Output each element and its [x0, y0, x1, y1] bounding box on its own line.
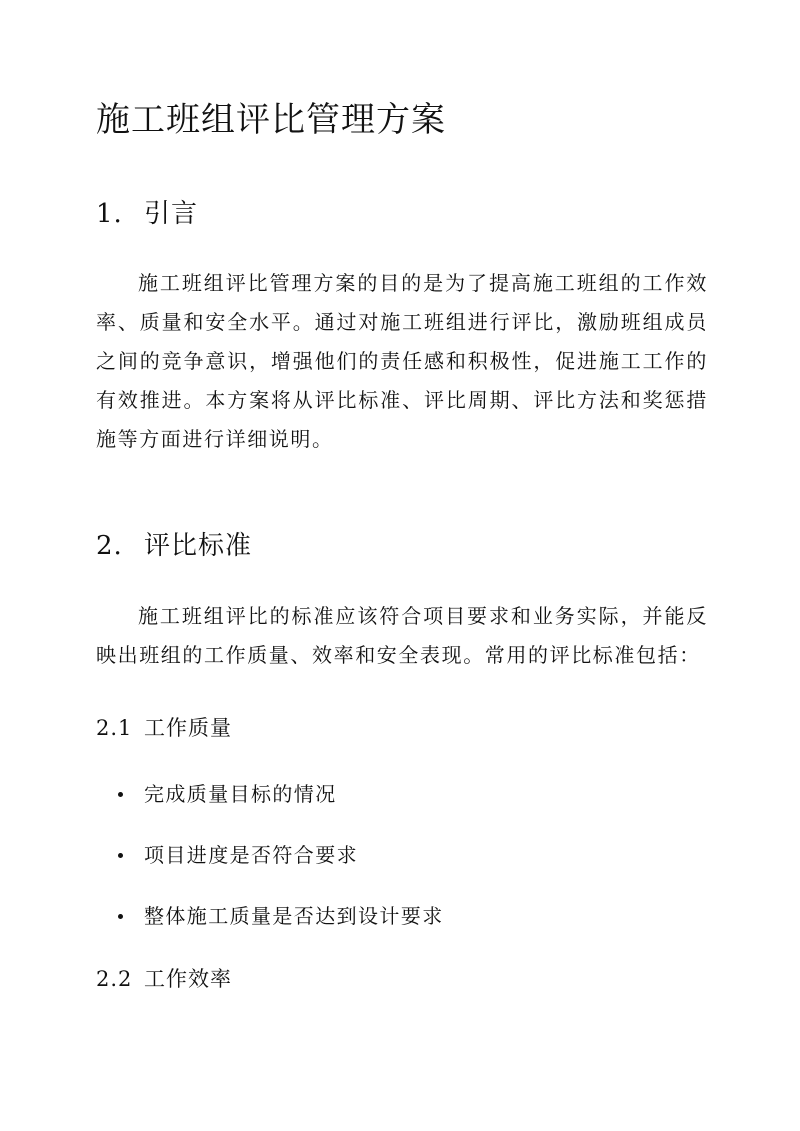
subsection-heading-work-efficiency	[96, 964, 232, 994]
document-title: 施工班组评比管理方案	[96, 100, 446, 140]
introduction-paragraph: 施工班组评比管理方案的目的是为了提高施工班组的工作效率、质量和安全水平。通过对施工班组进行评比，激励班组成员之间的竞争意识，增强他们的责任感和积极性，促进施工工作的有效推进。本方案将从评比标准、评比周期、评比方法和奖惩措施等方面进行详细说明。	[96, 271, 708, 451]
bullet-icon	[118, 792, 123, 797]
bullet-icon	[118, 853, 123, 858]
subsection-title: 工作效率	[144, 967, 232, 991]
section-number: 2.	[96, 531, 123, 561]
subsection-number: 2.1	[96, 716, 133, 740]
section-title: 评比标准	[144, 531, 253, 561]
criteria-paragraph: 施工班组评比的标准应该符合项目要求和业务实际，并能反映出班组的工作质量、效率和安全表现。常用的评比标准包括：	[96, 604, 708, 667]
section-title: 引言	[144, 199, 199, 229]
list-item-text: 项目进度是否符合要求	[144, 843, 358, 867]
section-number: 1.	[96, 199, 123, 229]
bullet-icon	[118, 914, 123, 919]
list-item-text: 整体施工质量是否达到设计要求	[144, 904, 444, 928]
subsection-heading-work-quality	[96, 713, 232, 743]
section-heading-criteria	[96, 528, 252, 564]
subsection-title: 工作质量	[144, 716, 232, 740]
subsection-number: 2.2	[96, 967, 133, 991]
list-item-text: 完成质量目标的情况	[144, 782, 337, 806]
section-heading-introduction	[96, 196, 198, 232]
